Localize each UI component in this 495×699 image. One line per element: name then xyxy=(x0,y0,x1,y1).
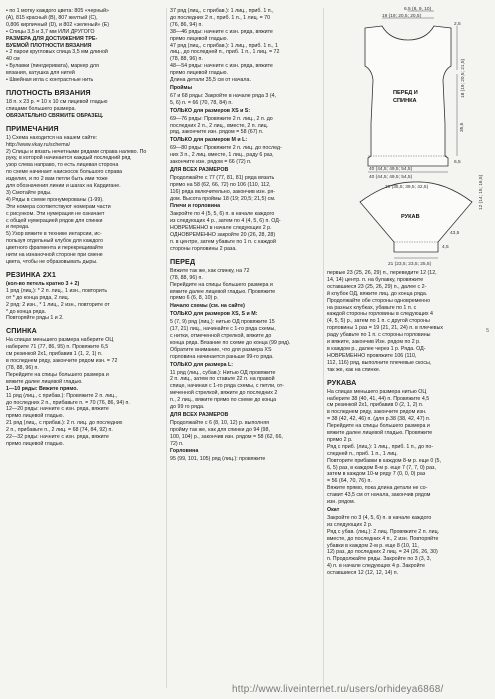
text-line: горловина начинается раньше 99-го ряда. xyxy=(170,353,274,360)
notes-text xyxy=(6,135,163,266)
subheading-armhole: Проймы xyxy=(170,84,192,91)
text-line: до последних 2 п., прибавьте п. = 70 (76, 86, 94) п. xyxy=(6,399,130,406)
front-continued xyxy=(327,270,490,374)
text-line: 38—46 ряды: начните с изн. ряда, вяжите xyxy=(170,28,273,35)
text-line: 2 ряд: 2 изн., * 1 лиц., 2 изн., повторите от xyxy=(6,301,110,308)
text-line: 1 ряд (лиц.): * 2 п. лиц., 1 изн., повторить xyxy=(6,287,108,294)
text-line: 11 ряд (лиц., субав.): Нитью ОД провяжите xyxy=(170,369,276,376)
text-line: вязания, катушка для нитей xyxy=(6,70,75,77)
text-line: 21 ряд (лиц., с прибав.): 2 п. лиц. до последних xyxy=(6,420,123,427)
subheading-all-sizes: ДЛЯ ВСЕХ РАЗМЕРОВ xyxy=(170,166,229,173)
text-line: с общей нумерацией рядов для спинки xyxy=(6,217,103,224)
text-line: 12) раз, до последних 2 лиц. = 24 (26, 26, 30) xyxy=(327,549,438,556)
text-line: закончите изн. рядом = 66 (72) п. xyxy=(170,159,252,166)
text-line: 69—80 ряды: Провяжите 2 п. лиц. до послед- xyxy=(170,145,282,152)
text-line: следней п., приб. 1 п., 1 лиц. xyxy=(327,450,398,457)
text-line: 37 ряд (лиц., с прибав.): 1 лиц., приб. 1 п., xyxy=(170,8,274,14)
text-line: в каждом р., далее через 1 р. Ряда. ОД- xyxy=(327,345,426,352)
text-line: ставит 43,5 см от начала, закончив рядом xyxy=(327,492,431,499)
text-line: и переда. xyxy=(6,224,30,231)
text-line: Ряд с приб. (лиц.): 1 лиц., приб. 1 п., до по- xyxy=(327,443,434,450)
text-line: (17, 21) лиц., начинайте с 1-го ряда схемы, xyxy=(170,326,276,333)
m-l-text xyxy=(170,145,320,166)
text-line: нити на изнаночной стороне при смене xyxy=(6,252,103,259)
text-line: до 99 го ряда. xyxy=(170,404,205,411)
text-line: в последнем ряду, закончите рядом изн. xyxy=(327,409,427,416)
text-line: см резинкой 2х1, прибавив 1 (1, 2, 1) п. xyxy=(6,351,103,358)
text-line: Перейдите на спицы большего размера и xyxy=(170,281,273,288)
text-line: с рисунком. Эти нумерация не означает xyxy=(6,210,105,217)
text-line: 14, 14) центр. п. на булавку, провяжите xyxy=(327,276,424,283)
text-line: из следующих 4 р., затем по 4 (4, 5, 6) п. ОД- xyxy=(170,218,281,225)
text-line: Закройте по 4 (5, 5, 6) п. в начале каждого xyxy=(170,211,275,218)
text-line: 0,806 кирпичный (D), и 802 «зеленый» (E) xyxy=(6,21,110,28)
text-line: прямо 2 р. xyxy=(327,436,353,443)
dim-armhole: 18 (19; 20,5; 21,5) xyxy=(461,58,466,98)
text-line: на разных клубках, убавьте по 1 п. с xyxy=(327,304,417,311)
text-line: На спицах меньшего размера наберите ОЦ xyxy=(6,337,114,344)
dim-rib-length: 6,5 xyxy=(454,160,461,165)
text-line: 48—54 ряды: начните с изн. ряда, вяжите xyxy=(170,63,273,70)
text-line: вяжите далее лицевой гладью. Провяжите xyxy=(170,288,276,295)
text-line: 3) Смотайте ряды. xyxy=(6,189,52,196)
text-line: прямо на 58 (62, 66, 72) по 106 (110, 112, xyxy=(170,181,271,188)
dim-side-length: 35,5 xyxy=(460,122,465,132)
text-line: Вяжите прямо, пока длина детали не со- xyxy=(327,485,428,492)
dim-sleeve-length: 43,5 xyxy=(450,231,460,236)
text-line: до последних 2 п., приб. 1 п., 1 лиц. = 70 xyxy=(170,14,271,21)
text-line: для обозначения линии и шагах на Кардигане. xyxy=(6,183,121,190)
text-line: от * до конца ряда, 2 лиц. xyxy=(6,294,70,301)
text-line: ОБЯЗАТЕЛЬНО СВЯЖИТЕ ОБРАЗЕЦ. xyxy=(6,112,104,119)
size-l-text xyxy=(170,370,320,411)
text-line: БУЕМОЙ ПЛОТНОСТИ ВЯЗАНИЯ xyxy=(6,42,92,49)
text-line: 4) Ряды в схеме пронумерованы (1-99). xyxy=(6,196,104,203)
text-line: Длина детали 35,5 см от начала. xyxy=(170,77,251,84)
text-line: 11 ряд (лиц., с прибав.): Провяжите 2 п. лиц., xyxy=(6,392,118,399)
dim-hem-width: 40 (44,5; 49,5; 54,5) xyxy=(369,167,413,172)
dim-cap-height: 12 (14; 15; 16,5) xyxy=(479,174,484,210)
text-line: • Спицы 3,5 и 3,7 мм ИЛИ ДРУГОГО xyxy=(6,28,95,35)
text-line: 4) п. в начале следующих 4 р. Закройте xyxy=(327,563,425,570)
dim-top-width: 6,5 (8, 9, 10) xyxy=(404,7,432,12)
text-line: с нитки, отмеченной стрелкой, вяжите до xyxy=(170,332,272,339)
text-line: п. Продолжайте ряды. Закройте по 3 (3, 3, xyxy=(327,556,432,563)
text-line: = 56 (64, 70, 76) п. xyxy=(327,478,372,485)
text-line: в последнем ряду, закончите рядом изн. = 72 xyxy=(6,358,118,365)
text-line: лиц., до последней п., приб. 1 п., 1 лиц. = 72 xyxy=(170,49,280,56)
text-line: Перейдите на спицы большего размера и xyxy=(6,371,109,378)
density-text xyxy=(6,99,163,120)
text-line: (78, 88, 96) п. xyxy=(170,56,203,63)
text-line: • Булавки (пингдеривата), маркер для xyxy=(6,63,99,70)
text-line: • Швейная игла с контрастные нить xyxy=(6,77,94,84)
text-line: спице, начиная с 1-го ряда схемы, с петли, от- xyxy=(170,383,285,390)
text-line: • по 1 мотку каждого цвета: 805 «черный» xyxy=(6,8,109,14)
text-line: стороны горловины 2 раза. xyxy=(170,245,237,252)
text-line: них 3 п., 2 лиц. вместе, 1 лиц., раду 6 раз, xyxy=(170,152,274,159)
text-line: • 2 парои кругловых спица 3,5 мм длиной xyxy=(6,49,108,56)
text-line: 2 п. лиц., затем по ставьте 22 п. на правой xyxy=(170,376,275,383)
text-line: вместе, до последних 4 п., 2 изн. Повторяйте xyxy=(327,535,439,542)
garment-schematic xyxy=(330,6,490,268)
watermark-url[interactable]: http://www.liveinternet.ru/users/orhideya6868/ xyxy=(232,684,444,695)
text-line: узор слева направо, то есть лицевая сторона xyxy=(6,162,119,169)
column-right xyxy=(327,270,490,578)
dim-cap-width: 30 (35,5; 39,5; 42,5) xyxy=(385,185,429,190)
schematic-svg xyxy=(330,6,490,268)
text-line: прямо лицевой гладью. xyxy=(6,440,64,447)
text-line: прямо лицевой гладью. xyxy=(170,70,228,77)
text-line: затем в каждом 10-м ряду 7 (0, 0, 0) раз xyxy=(327,471,426,478)
text-line: пользуя отдельный клубок для каждого xyxy=(6,238,103,245)
section-heading-density: ПЛОТНОСТЬ ВЯЗАНИЯ xyxy=(6,87,91,97)
text-line: Продолжайте с 6 (8, 10, 12) р. выполняя xyxy=(170,419,269,426)
text-line: РАЗМЕРА ДЛЯ ДОСТИЖЕНИЯ ТРЕ- xyxy=(6,35,98,42)
text-line: первые 23 (25, 26, 29) п., переведите 12 (12, xyxy=(327,270,437,276)
column-left xyxy=(6,8,163,449)
all-sizes-text xyxy=(170,175,320,203)
subheading-all-sizes-2: ДЛЯ ВСЕХ РАЗМЕРОВ xyxy=(170,411,229,418)
text-line: цветного фрагмента и перекрещивайте xyxy=(6,245,104,252)
page-number: 5 xyxy=(486,328,489,334)
text-line: 67 и 68 ряды: Закройте в начале ряда 3 (4, xyxy=(170,92,276,99)
text-line: см резинкой 2х1, прибавив 0 (2, 1, 2) п. xyxy=(327,402,424,409)
text-line: Вяжите так же, как спинку, на 72 xyxy=(170,267,250,274)
front-text xyxy=(170,268,320,303)
text-line: так же, как на спинке. xyxy=(327,366,381,373)
text-line: 1—10 ряды: Вяжите прямо. xyxy=(6,385,78,392)
section-heading-back: СПИНКА xyxy=(6,326,37,336)
text-line: Ряд с убав. (лиц.): 2 лиц. Провяжите 2 п. лиц. xyxy=(327,528,440,535)
text-line: 100, 104) р., закончив изн. рядом = 58 (62, 66, xyxy=(170,433,283,440)
text-line: НОВРЕМЕННО в начале следующих 2 р. xyxy=(170,225,272,232)
text-line: прямо лицевой гладью. xyxy=(6,413,64,420)
text-line: 95 (99, 101, 105) ряд (лиц.): провяжите xyxy=(170,456,266,463)
text-line: 5 (7, 9) ряд (лиц.): нитью ОД провяжите 15 xyxy=(170,319,275,326)
text-line: вяжите далее лицевой гладью. Провяжите xyxy=(327,430,433,437)
text-line: 2 п., прибавьте п., 2 лиц. = 68 (74, 84, 92) п. xyxy=(6,427,113,434)
text-line: дом. Высота проймы 18 (19; 20,5; 21,5) см. xyxy=(170,195,276,202)
text-line: меченной стрелкой, вяжите до последних 2 xyxy=(170,390,278,397)
text-line: из следующих 2 р. xyxy=(327,521,373,528)
rib-text xyxy=(6,281,163,322)
chart-text xyxy=(170,319,320,360)
text-line: по схеме начинает наискосок большого справа xyxy=(6,169,123,176)
text-line: убавки в каждом 2-м р. еще 8 (10, 11, xyxy=(327,542,419,549)
subheading-m-l: ТОЛЬКО для размеров M и L: xyxy=(170,137,248,144)
text-line: 72) п. xyxy=(170,440,184,447)
text-line: 40 см xyxy=(6,56,20,63)
text-line: каждой стороны горловины в следующих 4 xyxy=(327,311,433,318)
text-line: (4, 5, 5) р., затем по 1 п. с другой стороны xyxy=(327,318,430,325)
text-line: 2) Спицы и вязать нечетными рядами справа налево. По xyxy=(6,148,147,155)
section-heading-front: ПЕРЕД xyxy=(170,256,196,266)
cap-text xyxy=(327,515,490,577)
dim-bust-width: 40 (44,5; 49,5; 54,5) xyxy=(369,175,413,180)
text-line: На спицах меньшего размера нитью ОЦ xyxy=(327,388,427,395)
sleeve-label: РУКАВ xyxy=(401,214,420,220)
text-line: п. в центре, затем убавьте по 1 п. с каждой xyxy=(170,239,276,245)
section-heading-notes: ПРИМЕЧАНИЯ xyxy=(6,123,59,133)
text-line: 5, 6) п. = 66 (70, 78, 84) п. xyxy=(170,99,233,106)
text-line: Обратите внимание, что для размера XS xyxy=(170,346,272,353)
text-line: 116) ряда включительно, закончив изн. ря- xyxy=(170,188,276,195)
dim-neck-width: 19 (19; 20,5; 20,5) xyxy=(382,14,422,19)
text-line: 12—20 ряды: начните с изн. ряда, вяжите xyxy=(6,406,109,413)
text-line: Повторяйте ряды 1 и 2. xyxy=(6,315,64,322)
text-line: конца ряда. Вязание по схеме до конца (99 ряд). xyxy=(170,339,291,346)
xs-s-text xyxy=(170,116,320,137)
subheading-xs-s: ТОЛЬКО для размеров XS и S: xyxy=(170,107,251,114)
text-line: вяжите далее лицевой гладью. xyxy=(6,378,83,385)
all-sizes-2-text xyxy=(170,420,320,448)
column-middle xyxy=(170,8,320,464)
subheading-shoulders: Плечи и горловина xyxy=(170,203,221,210)
text-line: изделия, и по 2 вам петли быть ими тоже xyxy=(6,176,108,183)
text-line: 18 п. x 23 р. = 10 x 10 см лицевой гладью xyxy=(6,98,108,105)
text-line: = 38 (42, 42, 46) п. (для р.38 (38, 42, 47) п. xyxy=(327,416,431,423)
text-line: спицами большего размера. xyxy=(6,105,76,112)
text-line: горловины 1 раз = 19 (21, 21, 24) п. в плечевых xyxy=(327,325,444,332)
text-line: ряд, закончите изн. рядом = 58 (67) п. xyxy=(170,129,264,136)
text-line: 112, 116) ряд, выполните плечевые скосы, xyxy=(327,359,432,366)
text-line: Перейдите на спицы большего размера и xyxy=(327,423,430,430)
armhole-text xyxy=(170,93,320,107)
text-line: наберите 71 (77, 86, 95) п. Провяжите 6,5 xyxy=(6,344,109,351)
text-line: цвета, чтобы не образовывать дыры. xyxy=(6,259,98,265)
text-line: последних 2 п., 2 лиц., вместе, 2 п. лиц. xyxy=(170,122,269,129)
sleeves-text xyxy=(327,389,490,506)
materials-list xyxy=(6,8,163,84)
text-line: п., 2 лиц., вяжите прямо по схеме до конца xyxy=(170,397,277,404)
subheading-xs-s-m: ТОЛЬКО для размеров XS, S и M: xyxy=(170,311,258,318)
back-text xyxy=(6,337,163,448)
text-line: оставшиеся 23 (25, 26, 29) п., далее с 2- xyxy=(327,283,427,290)
text-line: 22—32 ряды: начните с изн. ряда, вяжите xyxy=(6,434,109,441)
dim-shoulder-drop: 2,5 xyxy=(454,22,461,27)
subheading-size-l: ТОЛЬКО для размера L: xyxy=(170,361,233,368)
text-line: НОВРЕМЕННО провяжите 106 (110, xyxy=(327,352,417,359)
subheading-neckline: Горловина xyxy=(170,448,199,455)
text-line: прямо 6 (6, 8, 10) р. xyxy=(170,295,219,302)
text-line: й клубок ОД, вяжите лиц. до конца ряда. xyxy=(327,290,428,297)
neckline-text xyxy=(170,456,320,463)
text-line: (A), 815 красный (B), 807 желтый (C), xyxy=(6,14,98,21)
body-label-2: СПИНКА xyxy=(393,98,417,104)
column-divider xyxy=(323,8,324,688)
subheading-cap: Окат xyxy=(327,507,340,513)
text-line: * до конца ряда. xyxy=(6,308,47,315)
text-line: (76, 86, 94) п. xyxy=(170,21,203,28)
body-label-1: ПЕРЕД И xyxy=(393,90,418,96)
dim-cuff-width: 21 (23,5; 23,5; 25,5) xyxy=(388,262,432,267)
text-line: 47 ряд (лиц., с прибав.): 1 лиц., приб. 1 п., 1 xyxy=(170,42,278,49)
column-divider xyxy=(166,8,167,688)
text-line: (78, 88, 96) п. xyxy=(170,274,203,281)
text-line: 69—76 ряды: Провяжите 2 п. лиц., 2 п. до xyxy=(170,115,273,122)
back-continued xyxy=(170,8,320,84)
text-line: Закройте по 3 (4, 5, 6) п. в начале каждого xyxy=(327,514,432,521)
text-line: прямо лицевой гладью. xyxy=(170,35,228,42)
text-line: http://www.vkay.ru/schema/ xyxy=(6,141,71,148)
subheading-chart-start: Начало схемы (см. на сайте) xyxy=(170,303,245,310)
text-line: оставшиеся 12 (12, 12, 14) п. xyxy=(327,570,399,577)
text-line: раду убавьте по 1 п. с стороны горловины xyxy=(327,332,431,339)
text-line: наберите 38 (40, 41, 44) п. Провяжите 4,5 xyxy=(327,395,430,402)
text-line: Продолжайте обе стороны одновременно xyxy=(327,297,431,304)
section-heading-rib: РЕЗИНКА 2Х1 xyxy=(6,269,56,279)
text-line: руку, в которой начинается каждый последний ряд xyxy=(6,155,131,162)
dim-cuff-length: 4,5 xyxy=(442,245,449,250)
text-line: 5) Узор вяжите в технике интарсии, ис- xyxy=(6,231,102,238)
text-line: изн. рядом. xyxy=(327,499,356,506)
text-line: пройму так же, как для спинки до 94 (98, xyxy=(170,426,270,433)
text-line: 1) Схема находится на нашем сайте: xyxy=(6,134,98,141)
section-heading-sleeves: РУКАВА xyxy=(327,377,357,387)
text-line: (кол-во петель кратно 3 + 2) xyxy=(6,280,80,287)
text-line: и вяжите, закончив Изн. рядом по 2 р. xyxy=(327,339,421,346)
body-outline xyxy=(365,26,451,166)
text-line: Продолжайте с 77 (77, 81, 81) ряда вязать xyxy=(170,174,275,181)
text-line: (78, 88, 96) п. xyxy=(6,364,39,371)
text-line: 6, 5) раз, в каждом 8-м р. еще 7 (7, 7, 0) раз, xyxy=(327,464,436,471)
text-line: Повторите прибавки в каждом 8-м р. еще 0 (5, xyxy=(327,457,441,464)
shoulders-text xyxy=(170,211,320,252)
text-line: Эти номера соответствуют номерам части xyxy=(6,203,111,210)
text-line: ОДНОВРЕМЕННО закройте 20 (26, 28, 28) xyxy=(170,232,276,239)
